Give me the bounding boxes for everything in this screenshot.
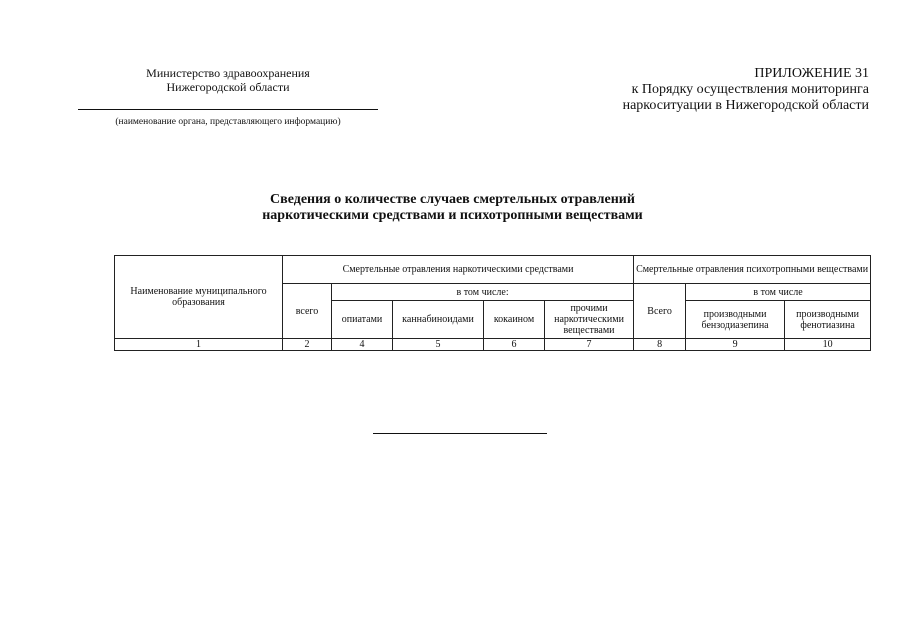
organization-header (78, 66, 378, 128)
column-number: 4 (332, 339, 393, 351)
header-cannabinoids: каннабиноидами (393, 301, 484, 339)
column-numbers-row (115, 339, 871, 351)
ministry-name-line1: Министерство здравоохранения (146, 66, 310, 80)
header-psychotropic-including: в том числе (686, 284, 871, 301)
appendix-line2: к Порядку осуществления мониторинга (631, 82, 869, 97)
header-narcotic-including: в том числе: (332, 284, 634, 301)
column-number: 1 (115, 339, 283, 351)
column-number: 9 (686, 339, 785, 351)
header-municipality: Наименование муниципального образования (115, 256, 283, 339)
header-other-narcotic: прочими наркотическими веществами (545, 301, 634, 339)
appendix-line3: наркоситуации в Нижегородской области (622, 98, 869, 113)
signature-line (373, 433, 547, 434)
appendix-number: ПРИЛОЖЕНИЕ 31 (754, 66, 869, 81)
column-number: 10 (785, 339, 871, 351)
organization-underline (78, 109, 378, 110)
header-narcotic-total: всего (283, 284, 332, 339)
column-number: 2 (283, 339, 332, 351)
header-opiates: опиатами (332, 301, 393, 339)
poisoning-report-table (114, 255, 871, 351)
header-psychotropic-group: Смертельные отравления психотропными веществами (634, 256, 871, 284)
header-psychotropic-total: Всего (634, 284, 686, 339)
document-title-line1: Сведения о количестве случаев смертельных отравлений (270, 192, 635, 207)
column-number: 8 (634, 339, 686, 351)
header-benzodiazepine: производными бензодиазепина (686, 301, 785, 339)
appendix-header (549, 66, 869, 114)
column-number: 7 (545, 339, 634, 351)
document-title-line2: наркотическими средствами и психотропными веществами (262, 208, 643, 223)
organization-caption: (наименование органа, представляющего информацию) (115, 117, 341, 127)
header-phenothiazine: производными фенотиазина (785, 301, 871, 339)
header-cocaine: кокаином (484, 301, 545, 339)
document-title (0, 192, 905, 224)
header-narcotic-group: Смертельные отравления наркотическими средствами (283, 256, 634, 284)
ministry-name-line2: Нижегородской области (166, 80, 290, 94)
column-number: 5 (393, 339, 484, 351)
column-number: 6 (484, 339, 545, 351)
